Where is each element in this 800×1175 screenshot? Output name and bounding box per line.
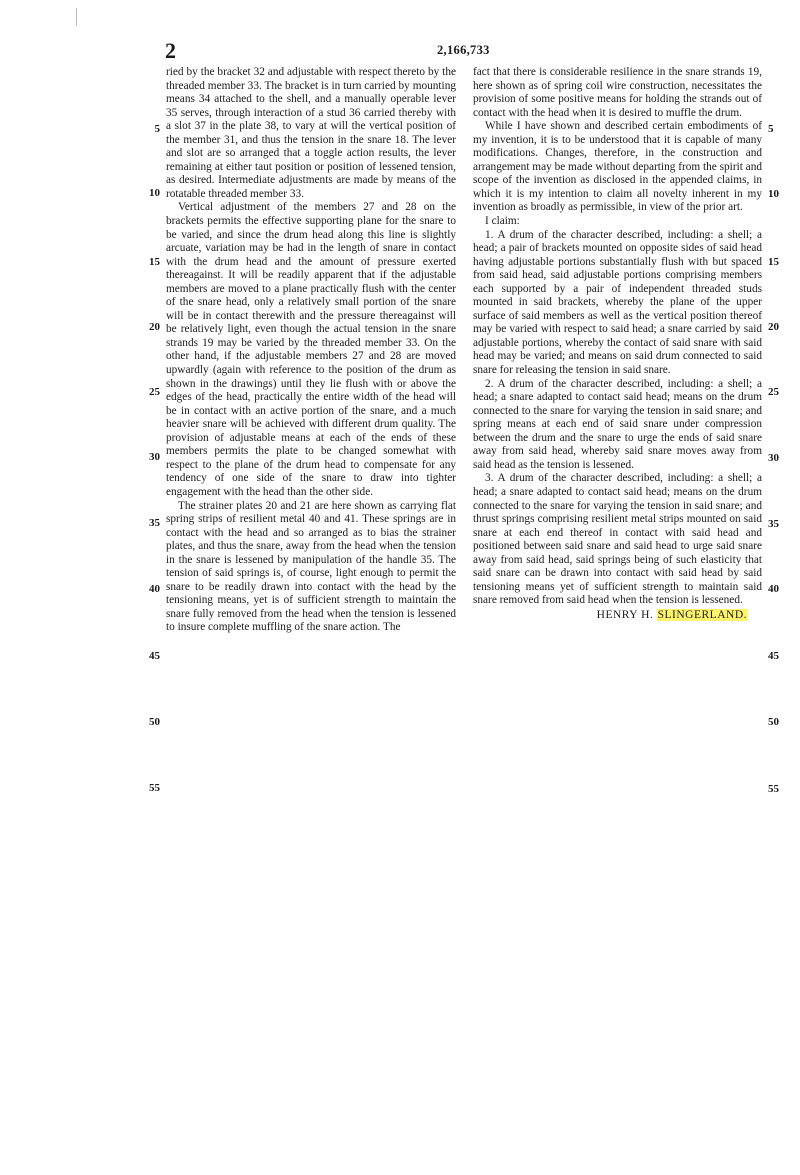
line-number-right: 5: [768, 123, 774, 135]
line-number-left: 30: [149, 451, 160, 463]
left-paragraph: ried by the bracket 32 and adjustable with respect thereto by the threaded member 33. The bracket is in turn carried by mounting means 34 attached to the shell, and a manually operable lever 35 serves, through interaction of a stud 36 carried thereby with a slot 37 in the plate 38, to vary at will the vertical position of the member 31, and thus the tension in the snare 18. The lever and slot are so arranged that a toggle action results, the lever remaining at either taut position or position of lessened tension, as desired. Intermediate adjustments are made by means of the rotatable threaded member 33.: [166, 66, 456, 200]
claim-2: 2. A drum of the character described, including: a shell; a head; a snare adapted to contact said head; means on the drum connected to the snare for varying the tension in said snare; and spring means at each end of said snare under compression between the drum and the snare to urge the ends of said snare away from said head, whereby said snare moves away from said head as the tension is lessened.: [473, 377, 762, 471]
line-number-left: 40: [149, 583, 160, 595]
claim-3: 3. A drum of the character described, including: a shell; a head; a snare adapted to contact said head; means on the drum connected to the snare for varying the tension in said snare; and thrust springs comprising resilient metal strips mounted on said snare at each end thereof in contact with said head and positioned between said snare and said head to urge said snare away from said head, said springs being of such elasticity that said snare can be drawn into contact with said head by said tensioning means yet of sufficient strength to maintain said snare removed from said head when the tension is lessened.: [473, 472, 762, 607]
line-number-left: 20: [149, 321, 160, 333]
line-number-left: 45: [149, 650, 160, 662]
left-paragraph: Vertical adjustment of the members 27 and 28 on the brackets permits the effective supporting plane for the snare to be varied, and since the drum head along this line is slightly arcuate, variation may be had in the length of snare in contact with the drum head and the amount of pressure exerted thereagainst. It will be readily apparent that if the adjustable members are moved to a plane practically flush with the center of the snare head, only a relatively small portion of the snare will be in contact therewith and the pressure thereagainst will be relatively light, even though the actual tension in the snare strands 19 may be varied by the threaded member 33. On the other hand, if the adjustable members 27 and 28 are moved upwardly (again with reference to the position of the drum as shown in the drawings) until they lie flush with or above the edges of the head, practically the entire width of the head will be in contact with an active portion of the snare, and a much heavier snare will be achieved with different drum quality. The provision of adjustable means at each of the ends of these members permits the plate to be changed somewhat with respect to the plane of the drum head to compensate for any tendency of one side of the snare to draw into tighter engagement with the head than the other side.: [166, 201, 456, 498]
line-number-left: 35: [149, 517, 160, 529]
line-number-left: 55: [149, 782, 160, 794]
line-number-left: 25: [149, 386, 160, 398]
line-number-right: 50: [768, 716, 779, 728]
page-number: 2: [165, 38, 176, 63]
line-number-left: 50: [149, 716, 160, 728]
line-number-right: 55: [768, 783, 779, 795]
line-number-right: 30: [768, 452, 779, 464]
right-paragraph: fact that there is considerable resilience in the snare strands 19, here shown as of spring coil wire construction, necessitates the provision of some positive means for holding the strands out of contact with the head when it is desired to muffle the drum.: [473, 66, 762, 119]
claim-1: 1. A drum of the character described, including: a shell; a head; a pair of brackets mounted on opposite sides of said head having adjustable portions substantially flush with but spaced from said head, said adjustable portions comprising members each supported by a pair of independent threaded studs mounted in said brackets, whereby the plane of the upper surface of said members as well as the vertical position thereof may be varied with respect to said head; a snare carried by said adjustable portions, whereby the contact of said snare with said head may be varied; and means on said drum connected to said snare for releasing the tension in said snare.: [473, 228, 762, 377]
right-paragraph: While I have shown and described certain embodiments of my invention, it is to be understood that it is capable of many modifications. Changes, therefore, in the construction and arrangement may be made without departing from the spirit and scope of the invention as disclosed in the appended claims, in which it is my intention to claim all novelty inherent in my invention as broadly as permissible, in view of the prior art.: [473, 120, 762, 214]
scan-artifact: [76, 8, 77, 26]
line-number-right: 25: [768, 386, 779, 398]
line-number-right: 45: [768, 650, 779, 662]
signature-first-name: HENRY H.: [596, 608, 654, 621]
line-number-left: 10: [149, 187, 160, 199]
signature-surname-highlighted: SLINGERLAND.: [657, 608, 747, 621]
left-text-column: [166, 66, 456, 635]
line-number-right: 10: [768, 188, 779, 200]
right-text-column: [473, 66, 762, 622]
inventor-signature: [473, 609, 762, 623]
line-number-right: 15: [768, 256, 779, 268]
line-number-right: 35: [768, 518, 779, 530]
line-number-left: 5: [154, 123, 160, 135]
line-number-left: 15: [149, 256, 160, 268]
patent-number: 2,166,733: [437, 43, 490, 57]
left-paragraph: The strainer plates 20 and 21 are here shown as carrying flat spring strips of resilient metal 40 and 41. These springs are in contact with the head and so arranged as to bias the strainer plates, and thus the snare, away from the head when the tension in the snare is lessened by manipulation of the handle 35. The tension of said springs is, of course, light enough to permit the snare to be readily drawn into contact with the head by the tensioning means, yet is of sufficient strength to maintain the snare fully removed from the head when the tension is lessened to insure complete muffling of the snare action. The: [166, 499, 456, 634]
line-number-right: 40: [768, 583, 779, 595]
line-number-right: 20: [768, 321, 779, 333]
claims-heading: I claim:: [485, 215, 520, 228]
